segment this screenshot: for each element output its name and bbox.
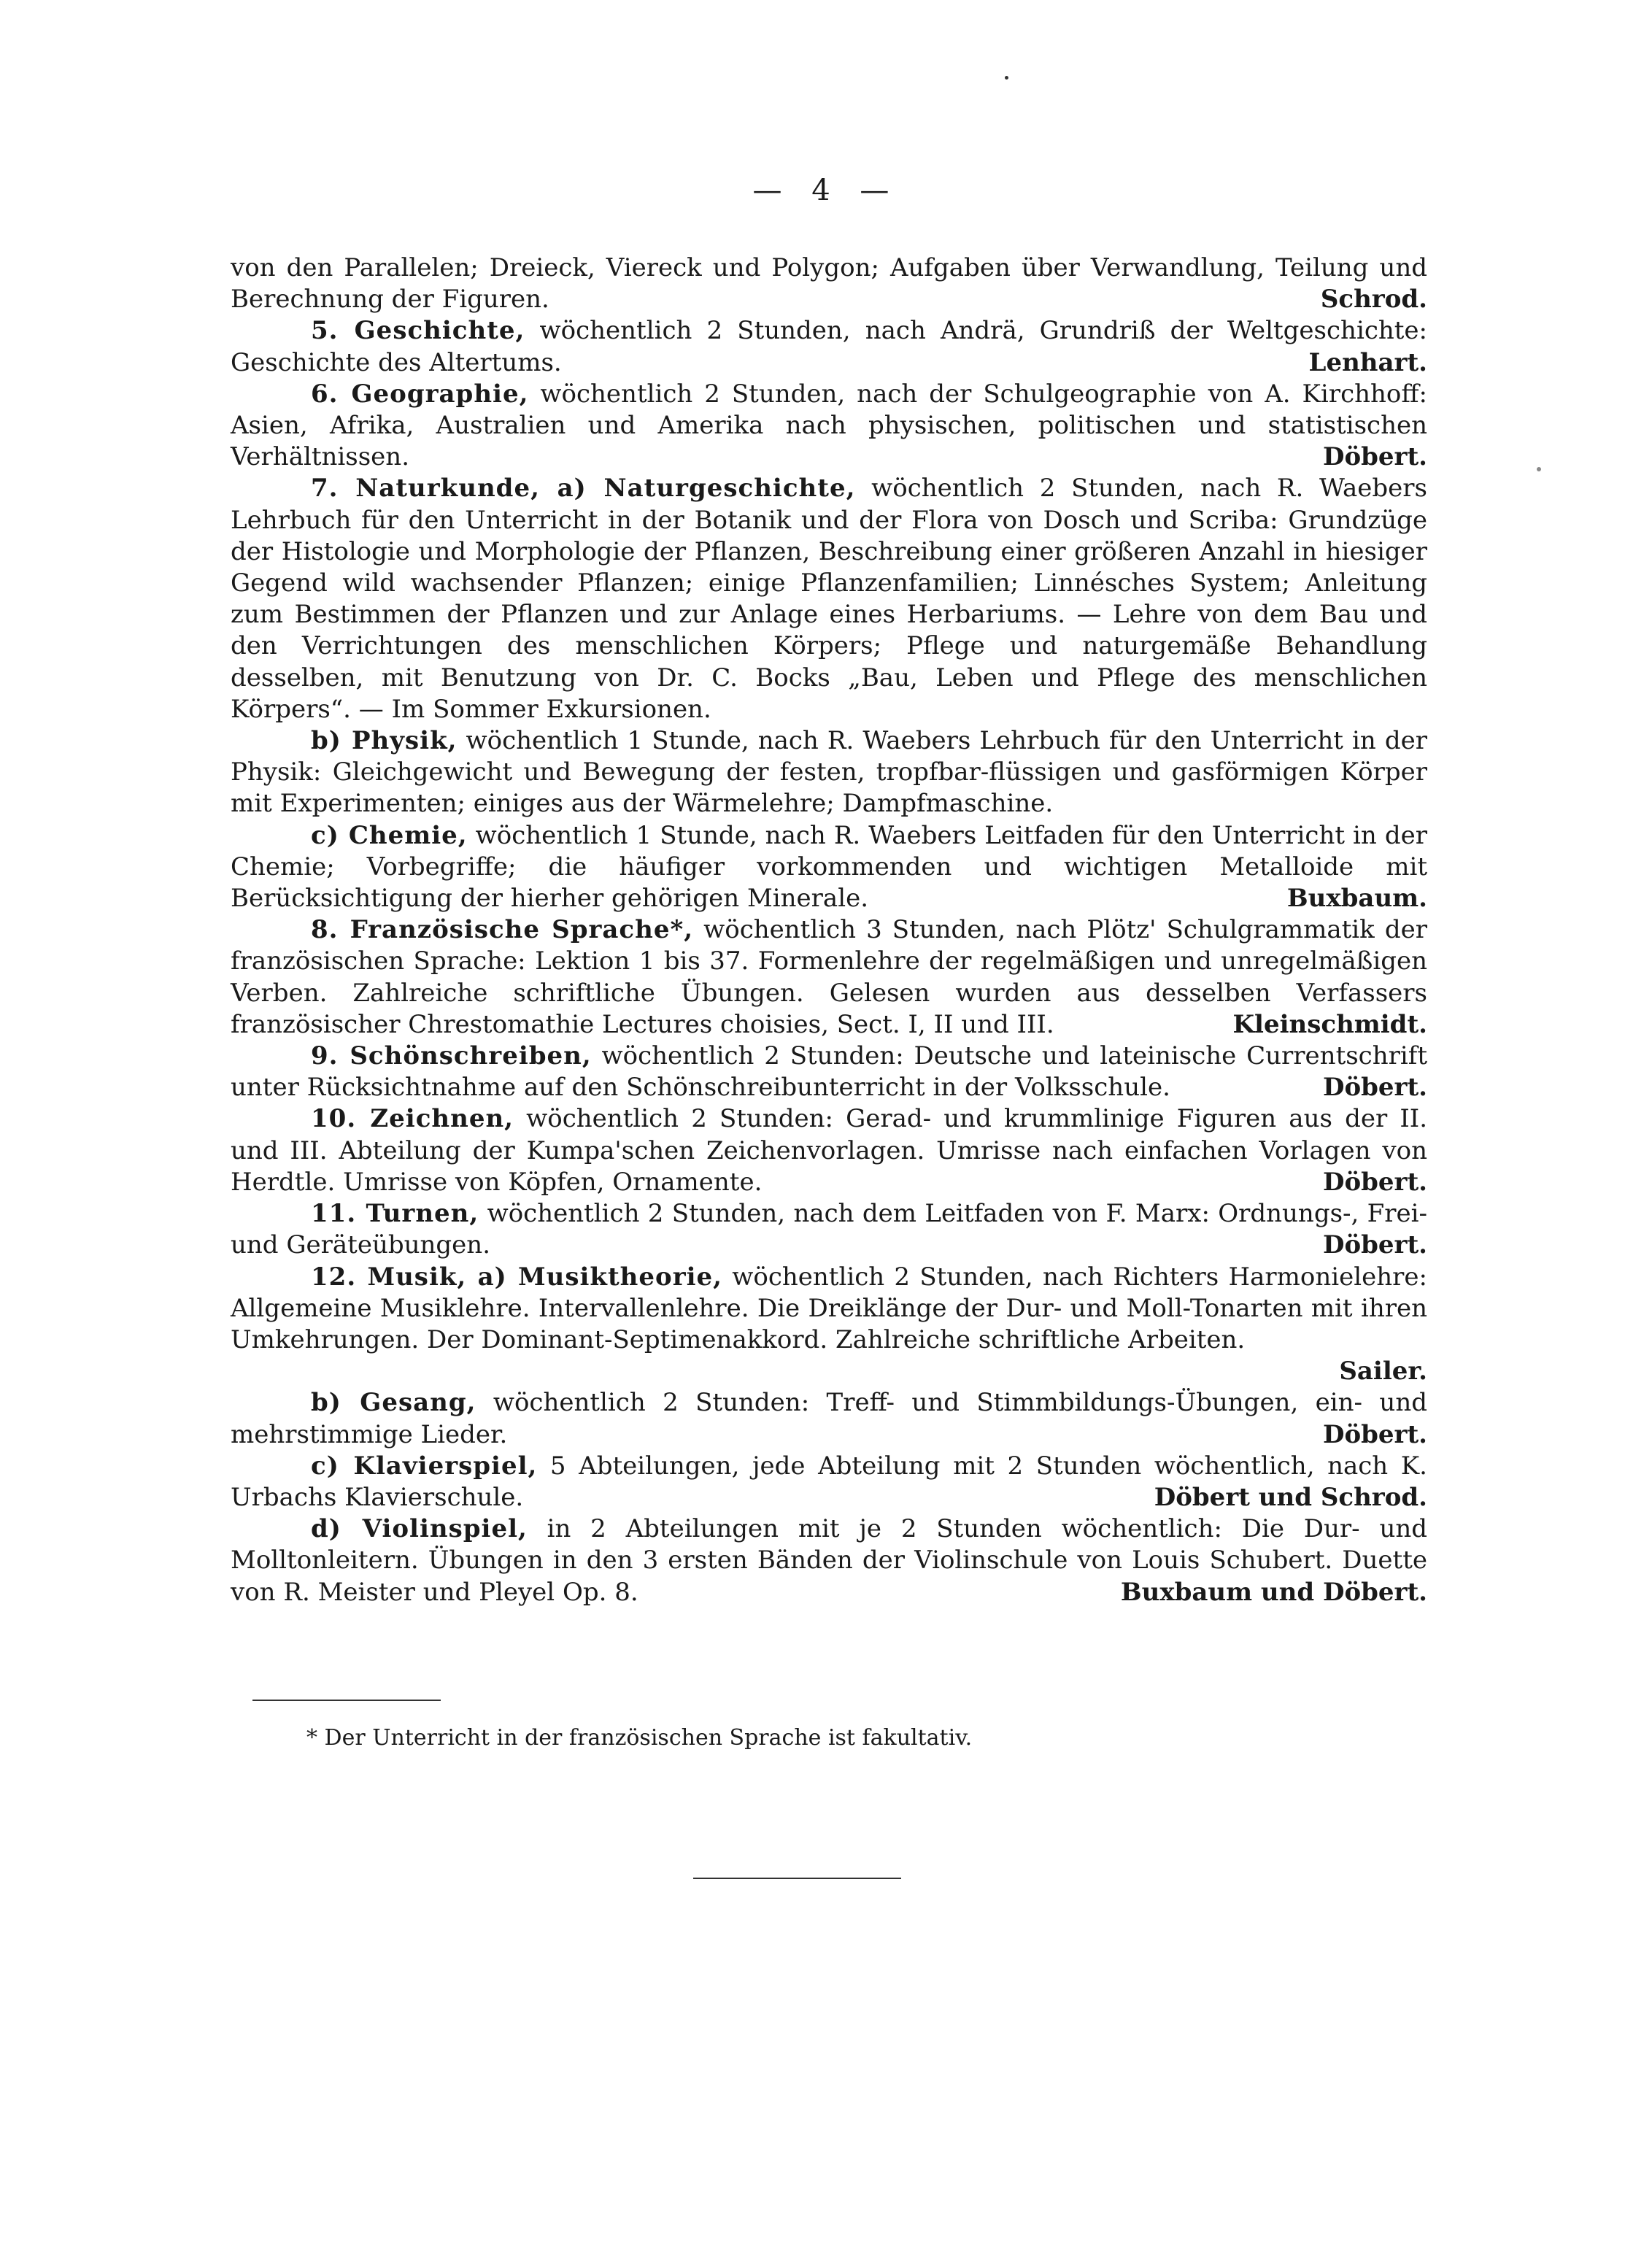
paragraph-body: wöchentlich 2 Stunden: Deutsche und lateinische Currentschrift unter Rücksichtnahme auf den Schönschreibunterricht in der Volksschule. xyxy=(231,1041,1427,1103)
paragraph-body: wöchentlich 1 Stunde, nach R. Waebers Leitfaden für den Unterricht in der Chemie; Vorbegriffe; die häufiger vorkommenden und wichtigen Metalloide mit Berücksichtigung der hierher gehörigen Minerale. xyxy=(231,820,1427,914)
paragraph-body: wöchentlich 2 Stunden, nach der Schulgeographie von A. Kirchhoff: Asien, Afrika, Australien und Amerika nach physischen, politischen und statistischen Verhältnissen. xyxy=(231,379,1427,472)
end-divider xyxy=(693,1878,901,1879)
paragraph-body: wöchentlich 2 Stunden: Treff- und Stimmbildungs-Übungen, ein- und mehrstimmige Lieder. xyxy=(231,1388,1427,1449)
subject-heading: b) Physik, xyxy=(311,726,458,756)
paragraph-franzoesisch xyxy=(231,914,1427,1041)
paragraph-body: wöchentlich 2 Stunden, nach Richters Harmonielehre: Allgemeine Musiklehre. Intervallenlehre. Die Dreiklänge der Dur- und Moll-Tonarten mit ihren Umkehrungen. Der Dominant-Septimenakkord. Zahlreiche schriftliche Arbeiten. xyxy=(231,1262,1428,1354)
paragraph-physik xyxy=(231,725,1427,820)
teacher-name: Schrod. xyxy=(1320,285,1427,315)
teacher-name: Sailer. xyxy=(1339,1357,1427,1386)
subject-heading: c) Klavierspiel, xyxy=(311,1451,538,1481)
paragraph-body: wöchentlich 3 Stunden, nach Plötz' Schulgrammatik der französischen Sprache: Lektion 1 bis 37. Formenlehre der regelmäßigen und unregelmäßigen Verben. Zahlreiche schriftliche Übungen. Gelesen wurden aus desselben Verfassers französischer Chrestomathie Lectures choisies, Sect. I, II und III. xyxy=(231,915,1427,1039)
teacher-name: Döbert. xyxy=(1322,1167,1427,1197)
paragraph-body: von den Parallelen; Dreieck, Viereck und Polygon; Aufgaben über Verwandlung, Teilung und Berechnung der Figuren. xyxy=(231,253,1427,315)
teacher-name: Döbert. xyxy=(1322,442,1427,472)
subject-heading: 7. Naturkunde, a) Naturgeschichte, xyxy=(311,474,856,504)
subject-heading: 9. Schönschreiben, xyxy=(311,1041,592,1071)
subject-heading: 10. Zeichnen, xyxy=(311,1104,514,1134)
speck-mark xyxy=(1537,467,1541,471)
footnote: * Der Unterricht in der französischen Sprache ist fakultativ. xyxy=(306,1725,973,1751)
paragraph-schoenschreiben xyxy=(231,1041,1427,1103)
curriculum-text xyxy=(231,252,1427,1608)
teacher-name: Lenhart. xyxy=(1308,347,1427,377)
page-number: — 4 — xyxy=(752,174,900,207)
footnote-divider xyxy=(252,1700,441,1701)
paragraph-body: in 2 Abteilungen mit je 2 Stunden wöchentlich: Die Dur- und Molltonleitern. Übungen in den 3 ersten Bänden der Violinschule von Louis Schubert. Duette von R. Meister und Pleyel Op. 8. xyxy=(231,1514,1427,1607)
paragraph-body: wöchentlich 2 Stunden: Gerad- und krummlinige Figuren aus der II. und III. Abteilung der Kumpa'schen Zeichenvorlagen. Umrisse nach einfachen Vorlagen von Herdtle. Umrisse von Köpfen, Ornamente. xyxy=(231,1104,1428,1197)
teacher-name: Buxbaum und Döbert. xyxy=(1120,1577,1427,1607)
paragraph-body: wöchentlich 2 Stunden, nach dem Leitfaden von F. Marx: Ordnungs-, Frei- und Geräteübungen. xyxy=(231,1199,1427,1260)
paragraph-chemie xyxy=(231,820,1427,915)
paragraph-zeichnen xyxy=(231,1103,1427,1198)
subject-heading: 8. Französische Sprache*, xyxy=(311,915,694,945)
subject-heading: 12. Musik, a) Musiktheorie, xyxy=(311,1262,722,1292)
speck-mark xyxy=(1005,76,1008,80)
subject-heading: b) Gesang, xyxy=(311,1388,476,1418)
subject-heading: d) Violinspiel, xyxy=(311,1514,528,1544)
paragraph-body: wöchentlich 1 Stunde, nach R. Waebers Lehrbuch für den Unterricht in der Physik: Gleichgewicht und Bewegung der festen, tropfbar-flüssigen und gasförmigen Körper mit Experimenten; einiges aus der Wärmelehre; Dampfmaschine. xyxy=(231,726,1427,819)
paragraph-body: 5 Abteilungen, jede Abteilung mit 2 Stunden wöchentlich, nach K. Urbachs Klavierschule. xyxy=(231,1451,1427,1512)
paragraph-geographie xyxy=(231,379,1427,474)
paragraph-body: wöchentlich 2 Stunden, nach R. Waebers Lehrbuch für den Unterricht in der Botanik und der Flora von Dosch und Scriba: Grundzüge der Histologie und Morphologie der Pflanzen, Beschreibung einer größeren Anzahl in hiesiger Gegend wild wachsender Pflanzen; einige Pflanzenfamilien; Linnésches System; Anleitung zum Bestimmen der Pflanzen und zur Anlage eines Herbariums. — Lehre von dem Bau und den Verrichtungen des menschlichen Körpers; Pflege und naturgemäße Behandlung desselben, mit Benutzung von Dr. C. Bocks „Bau, Leben und Pflege des menschlichen Körpers“. — Im Sommer Exkursionen. xyxy=(231,474,1428,724)
teacher-name: Buxbaum. xyxy=(1286,884,1427,914)
paragraph-violinspiel xyxy=(231,1513,1427,1608)
paragraph-musiktheorie xyxy=(231,1262,1428,1386)
paragraph-klavierspiel xyxy=(231,1451,1427,1513)
subject-heading: 5. Geschichte, xyxy=(311,316,525,346)
paragraph-geschichte xyxy=(231,315,1427,378)
teacher-name: Döbert. xyxy=(1322,1419,1427,1449)
paragraph-geometry-continuation xyxy=(231,252,1427,315)
teacher-name: Döbert. xyxy=(1322,1230,1427,1260)
subject-heading: c) Chemie, xyxy=(311,820,468,850)
teacher-name: Döbert. xyxy=(1322,1073,1427,1103)
paragraph-gesang xyxy=(231,1387,1427,1450)
subject-heading: 6. Geographie, xyxy=(311,379,529,409)
paragraph-turnen xyxy=(231,1198,1427,1261)
teacher-name: Döbert und Schrod. xyxy=(1154,1482,1427,1512)
teacher-name: Kleinschmidt. xyxy=(1232,1009,1427,1039)
paragraph-naturgeschichte xyxy=(231,473,1427,725)
subject-heading: 11. Turnen, xyxy=(311,1199,479,1229)
paragraph-body: wöchentlich 2 Stunden, nach Andrä, Grundriß der Weltgeschichte: Geschichte des Altertums. xyxy=(231,316,1427,377)
